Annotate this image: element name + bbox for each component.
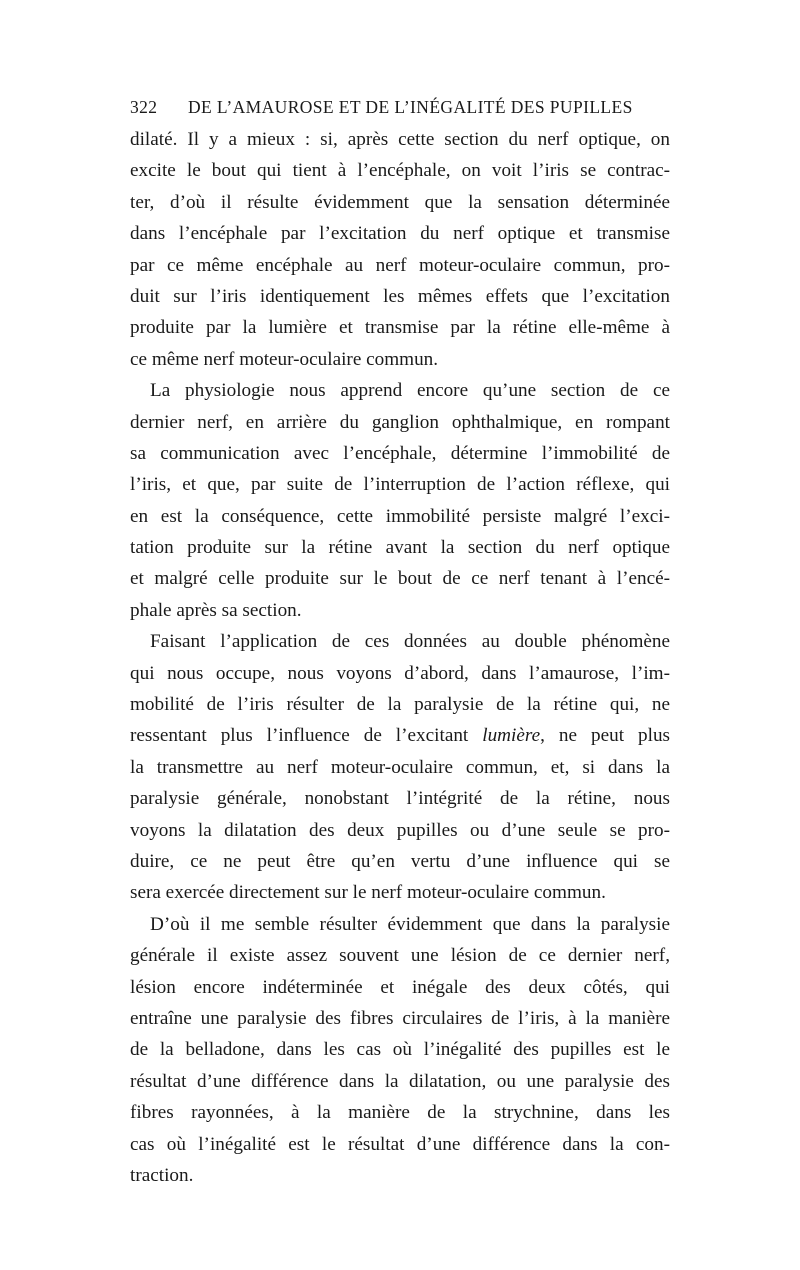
running-title: DE L’AMAUROSE ET DE L’INÉGALITÉ DES PUPILLES xyxy=(188,97,633,117)
text-segment: , ne peut plus xyxy=(540,725,671,747)
text-line: la transmettre au nerf moteur-oculaire commun, et, si dans la xyxy=(130,756,670,778)
text-line: duit sur l’iris identiquement les mêmes effets que l’excitation xyxy=(130,285,670,307)
emphasized-word: lumière xyxy=(482,725,541,747)
text-line: tation produite sur la rétine avant la section du nerf optique xyxy=(130,537,670,559)
text-line: lésion encore indéterminée et inégale des deux côtés, qui xyxy=(130,976,670,998)
paragraph xyxy=(130,375,670,626)
paragraph xyxy=(130,909,670,1192)
text-line: La physiologie nous apprend encore qu’une section de ce xyxy=(150,380,670,402)
text-line: ter, d’où il résulte évidemment que la sensation déterminée xyxy=(130,191,670,213)
text-line: fibres rayonnées, à la manière de la strychnine, dans les xyxy=(130,1102,670,1124)
text-line-with-emphasis xyxy=(130,720,670,751)
text-line: générale il existe assez souvent une lésion de ce dernier nerf, xyxy=(130,945,670,967)
running-head xyxy=(130,92,678,122)
text-line: résultat d’une différence dans la dilatation, ou une paralysie des xyxy=(130,1070,670,1092)
text-line: cas où l’inégalité est le résultat d’une différence dans la con- xyxy=(130,1133,670,1155)
paragraph xyxy=(130,124,670,375)
text-line: l’iris, et que, par suite de l’interruption de l’action réflexe, qui xyxy=(130,474,670,496)
text-line: excite le bout qui tient à l’encéphale, on voit l’iris se contrac- xyxy=(130,160,670,182)
text-line: ce même nerf moteur-oculaire commun. xyxy=(130,348,439,370)
text-line: phale après sa section. xyxy=(130,599,302,621)
page-number: 322 xyxy=(130,97,158,117)
body-text xyxy=(130,124,670,1191)
text-line: sera exercée directement sur le nerf moteur-oculaire commun. xyxy=(130,882,606,904)
text-line: dernier nerf, en arrière du ganglion ophthalmique, en rompant xyxy=(130,411,670,433)
text-line: D’où il me semble résulter évidemment que dans la paralysie xyxy=(150,913,670,935)
text-line: dans l’encéphale par l’excitation du nerf optique et transmise xyxy=(130,223,670,245)
paragraph xyxy=(130,626,670,909)
text-line: duire, ce ne peut être qu’en vertu d’une influence qui se xyxy=(130,850,670,872)
text-line: et malgré celle produite sur le bout de ce nerf tenant à l’encé- xyxy=(130,568,670,590)
text-line: voyons la dilatation des deux pupilles ou d’une seule se pro- xyxy=(130,819,670,841)
text-line: en est la conséquence, cette immobilité persiste malgré l’exci- xyxy=(130,505,670,527)
text-line: entraîne une paralysie des fibres circulaires de l’iris, à la manière xyxy=(130,1007,670,1029)
text-segment: ressentant plus l’influence de l’excitant xyxy=(130,725,469,747)
text-line: dilaté. Il y a mieux : si, après cette section du nerf optique, on xyxy=(130,129,670,150)
text-line: traction. xyxy=(130,1164,194,1186)
text-line: produite par la lumière et transmise par la rétine elle-même à xyxy=(130,317,670,339)
text-line: paralysie générale, nonobstant l’intégrité de la rétine, nous xyxy=(130,788,670,810)
text-line: de la belladone, dans les cas où l’inégalité des pupilles est le xyxy=(130,1039,670,1061)
text-line: par ce même encéphale au nerf moteur-oculaire commun, pro- xyxy=(130,254,670,276)
text-line: mobilité de l’iris résulter de la paralysie de la rétine qui, ne xyxy=(130,694,670,716)
text-line: Faisant l’application de ces données au double phénomène xyxy=(150,631,670,653)
text-line: sa communication avec l’encéphale, détermine l’immobilité de xyxy=(130,442,670,464)
text-line: qui nous occupe, nous voyons d’abord, dans l’amaurose, l’im- xyxy=(130,662,670,684)
